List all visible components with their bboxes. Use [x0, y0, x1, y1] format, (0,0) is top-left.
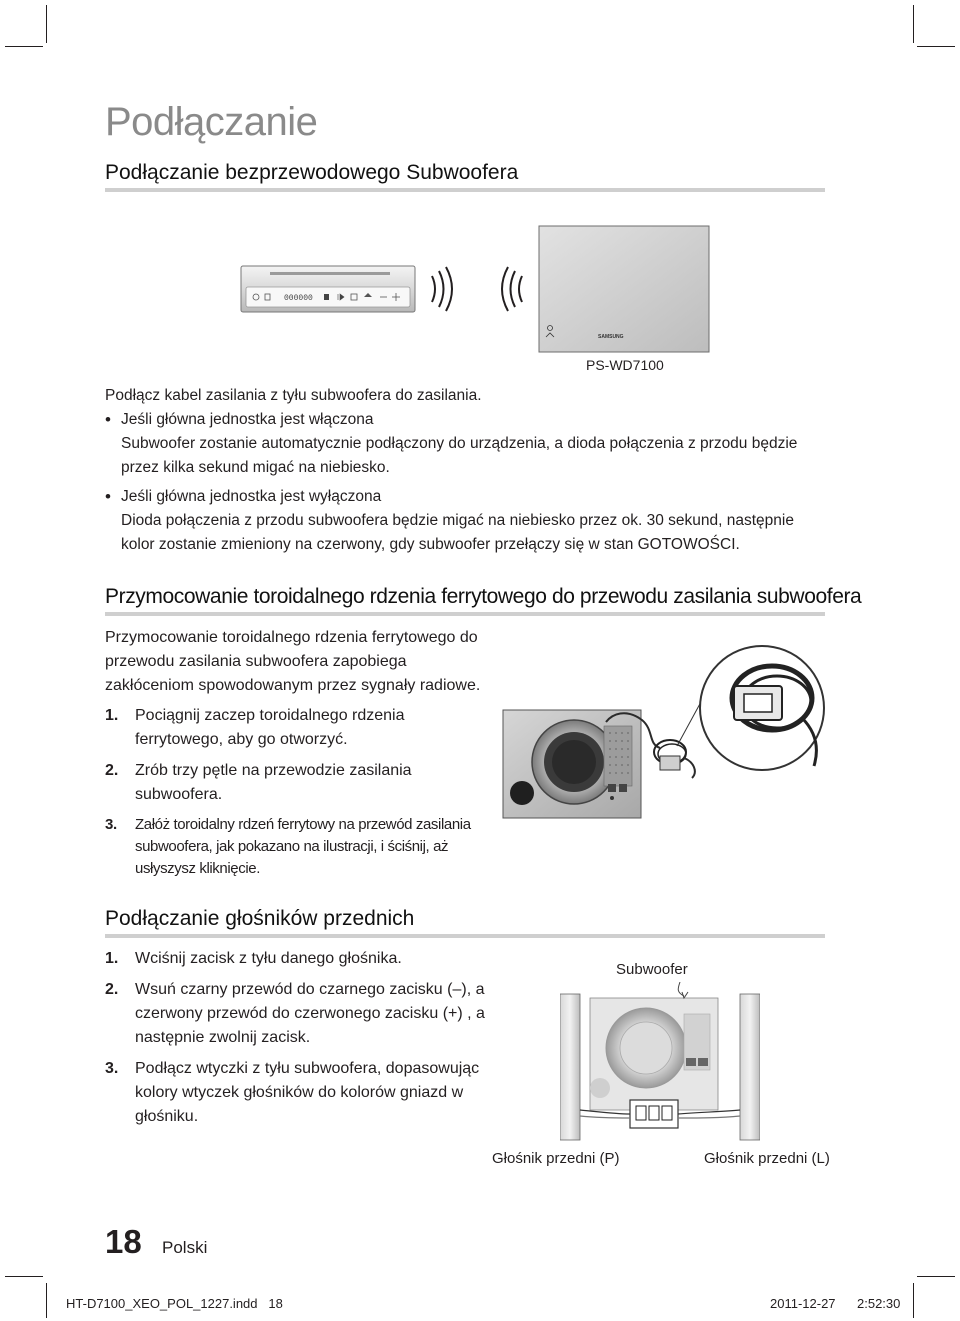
step-number: 3.: [105, 1060, 119, 1077]
list-item: [105, 947, 495, 971]
bullet-heading: • Jeśli główna jednostka jest wyłączona: [121, 488, 382, 505]
section-title-ferrite: Przymocowanie toroidalnego rdzenia ferrytowego do przewodu zasilania subwoofera: [105, 585, 862, 608]
wireless-signal-icon: [496, 266, 526, 312]
ferrite-intro: Przymocowanie toroidalnego rdzenia ferrytowego do przewodu zasilania subwoofera zapobiega zakłóceniom spowodowanym przez sygnały radiowe.: [105, 629, 481, 694]
step-text: Zrób trzy pętle na przewodzie zasilania subwoofera.: [135, 762, 412, 803]
section-title-speakers: Podłączanie głośników przednich: [105, 907, 415, 930]
list-item: [105, 814, 485, 880]
crop-mark: [5, 1276, 43, 1277]
label-subwoofer: Subwoofer: [616, 961, 688, 978]
ferrite-core-illustration: [502, 638, 832, 820]
crop-mark: [46, 1283, 47, 1318]
front-speakers-illustration: [560, 982, 760, 1142]
step-text: Podłącz wtyczki z tyłu subwoofera, dopasowując kolory wtyczek głośników do kolorów gniazd w głośniku.: [135, 1060, 480, 1125]
step-number: 1.: [105, 707, 119, 724]
bullet-text: Dioda połączenia z przodu subwoofera będzie migać na niebiesko przez ok. 30 sekund, następnie kolor zostanie zmieniony na czerwony, gdy subwoofer przełączy się w stan GOTOWOŚCI.: [121, 512, 794, 553]
wireless-signal-icon: [428, 266, 458, 312]
step-number: 2.: [105, 981, 119, 998]
crop-mark: [5, 46, 43, 47]
crop-mark: [913, 5, 914, 43]
main-unit-illustration: [240, 265, 416, 313]
bullet-heading: • Jeśli główna jednostka jest włączona: [121, 411, 374, 428]
step-text: Wsuń czarny przewód do czarnego zacisku (–), a czerwony przewód do czerwonego zacisku (+) , a następnie zwolnij zacisk.: [135, 981, 485, 1046]
section-rule: [105, 934, 825, 938]
bullet-text: Subwoofer zostanie automatycznie podłączony do urządzenia, a dioda połączenia z przodu będzie przez kilka sekund migać na niebiesko.: [121, 435, 798, 476]
unit-display: 000000: [284, 294, 313, 303]
speaker-steps: [105, 947, 495, 1129]
ferrite-steps: [105, 704, 485, 880]
footer-date: 2011-12-27: [770, 1296, 836, 1311]
crop-mark: [913, 1283, 914, 1318]
footer-time: 2:52:30: [857, 1296, 901, 1311]
step-number: 3.: [105, 816, 117, 833]
crop-mark: [917, 46, 955, 47]
label-front-left-speaker: Głośnik przedni (L): [704, 1150, 830, 1167]
model-label: PS-WD7100: [586, 357, 664, 373]
step-number: 2.: [105, 762, 119, 779]
list-item: [105, 485, 825, 557]
crop-mark: [917, 1276, 955, 1277]
list-item: [105, 978, 495, 1050]
wireless-bullet-list: [105, 408, 825, 557]
step-number: 1.: [105, 950, 119, 967]
wireless-intro: Podłącz kabel zasilania z tyłu subwoofera do zasilania.: [105, 387, 482, 404]
section-rule: [105, 188, 825, 192]
page-language: Polski: [162, 1238, 208, 1257]
footer-filename: HT-D7100_XEO_POL_1227.indd 18: [66, 1296, 283, 1311]
step-text: Załóż toroidalny rdzeń ferrytowy na przewód zasilania subwoofera, jak pokazano na ilustracji, i ściśnij, aż usłyszysz kliknięcie.: [135, 816, 471, 877]
section-title-wireless: Podłączanie bezprzewodowego Subwoofera: [105, 161, 519, 184]
step-text: Pociągnij zaczep toroidalnego rdzenia ferrytowego, aby go otworzyć.: [135, 707, 405, 748]
step-text: Wciśnij zacisk z tyłu danego głośnika.: [135, 950, 402, 967]
page-title: Podłączanie: [105, 100, 318, 144]
list-item: [105, 408, 825, 480]
subwoofer-front-illustration: [538, 225, 710, 353]
page-number: 18: [105, 1223, 142, 1260]
section-rule: [105, 612, 825, 616]
brand-logo: SAMSUNG: [598, 334, 624, 340]
crop-mark: [46, 5, 47, 43]
label-front-right-speaker: Głośnik przedni (P): [492, 1150, 620, 1167]
list-item: [105, 1057, 495, 1129]
list-item: [105, 704, 485, 752]
list-item: [105, 759, 485, 807]
